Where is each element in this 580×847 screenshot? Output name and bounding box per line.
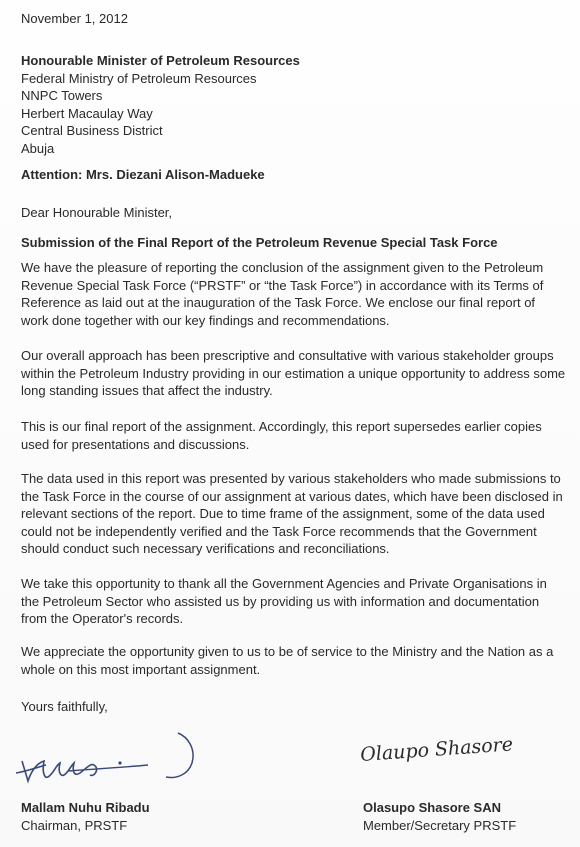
address-line: Herbert Macaulay Way: [21, 105, 153, 121]
recipient-title: Honourable Minister of Petroleum Resources: [21, 53, 300, 68]
salutation: Dear Honourable Minister,: [21, 205, 173, 220]
signatory-name: Mallam Nuhu Ribadu: [21, 800, 150, 815]
body-paragraph: Our overall approach has been prescriptive and consultative with various stakeholder groups within the Petroleum Industry providing in our estimation a unique opportunity to address some long standing issues that affect the industry.: [21, 348, 566, 398]
chairman-signature: [8, 727, 208, 797]
svg-text:Olaupo Shasore: Olaupo Shasore: [359, 733, 514, 766]
body-paragraph: We appreciate the opportunity given to us to be of service to the Ministry and the Nation as a whole on this most important assignment.: [21, 644, 554, 677]
secretary-signature: [352, 728, 522, 770]
address-line: Federal Ministry of Petroleum Resources: [21, 70, 257, 86]
signatory-chairman: [21, 799, 150, 835]
closing-line: Yours faithfully,: [21, 699, 108, 714]
address-line: Abuja: [21, 140, 55, 156]
signatory-title: Chairman, PRSTF: [21, 818, 128, 833]
body-paragraph: This is our final report of the assignment. Accordingly, this report supersedes earlier copies used for presentations and discussions.: [21, 419, 542, 452]
signatory-title: Member/Secretary PRSTF: [363, 818, 517, 833]
body-paragraph: We have the pleasure of reporting the conclusion of the assignment given to the Petroleum Revenue Special Task Force (“PRSTF” or “the Task Force”) in accordance with its Terms of Reference as laid out at the inauguration of the Task Force. We enclose our final report of work done together with our key findings and recommendations.: [21, 260, 544, 328]
signatory-name: Olasupo Shasore SAN: [363, 800, 501, 815]
body-paragraph: We take this opportunity to thank all the Government Agencies and Private Organisations in the Petroleum Sector who assisted us by providing us with information and documentation from the Operator's records.: [21, 576, 547, 626]
attention-line: Attention: Mrs. Diezani Alison-Madueke: [21, 167, 265, 182]
recipient-address: [21, 52, 566, 157]
body-paragraph: The data used in this report was presented by various stakeholders who made submissions to the Task Force in the course of our assignment at various dates, which have been disclosed in relevant sections of the report. Due to time frame of the assignment, some of the data used could not be independently verified and the Task Force recommends that the Government should conduct such necessary verifications and reconciliations.: [21, 471, 563, 556]
letter-date: November 1, 2012: [21, 11, 128, 26]
signatory-secretary: [363, 799, 516, 835]
address-line: Central Business District: [21, 123, 163, 138]
subject-line: Submission of the Final Report of the Petroleum Revenue Special Task Force: [21, 235, 498, 250]
address-line: NNPC Towers: [21, 88, 103, 103]
